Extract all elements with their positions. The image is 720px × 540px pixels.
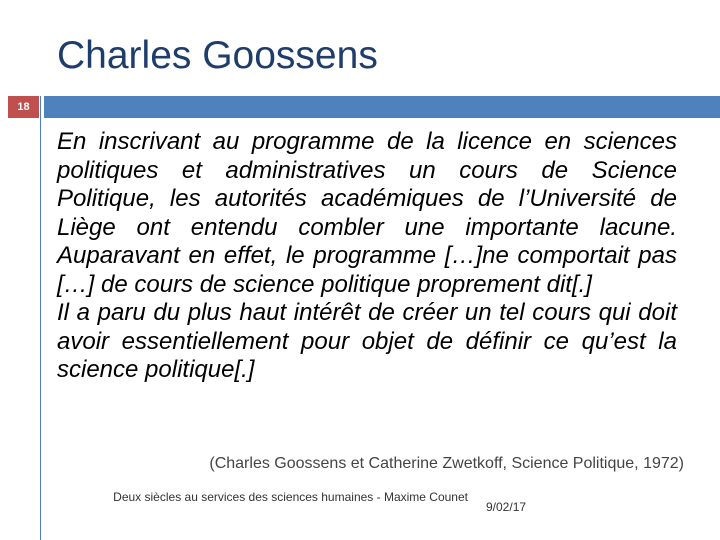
quote-body [57,128,677,385]
title-divider-bar [44,96,720,118]
slide-number: 18 [17,101,30,113]
quote-paragraph-2: Il a paru du plus haut intérêt de créer un tel cours qui doit avoir essentiellement pour objet de définir ce qu’est la science politique[.] [57,299,677,383]
slide-number-badge [8,96,39,118]
slide-title: Charles Goossens [57,34,378,77]
citation: (Charles Goossens et Catherine Zwetkoff, Science Politique, 1972) [209,455,684,472]
quote-paragraph-1: En inscrivant au programme de la licence en sciences politiques et administratives un cours de Science Politique, les autorités académiques de l’Université de Liège ont entendu combler une importante lacune. Auparavant en effet, le programme […]ne comportait pas […] de cours de science politique proprement dit[.] [57,128,677,298]
left-divider-line [40,96,41,540]
footer-date: 9/02/17 [486,500,527,514]
footer-text: Deux siècles au services des sciences humaines - Maxime Counet [113,490,468,504]
